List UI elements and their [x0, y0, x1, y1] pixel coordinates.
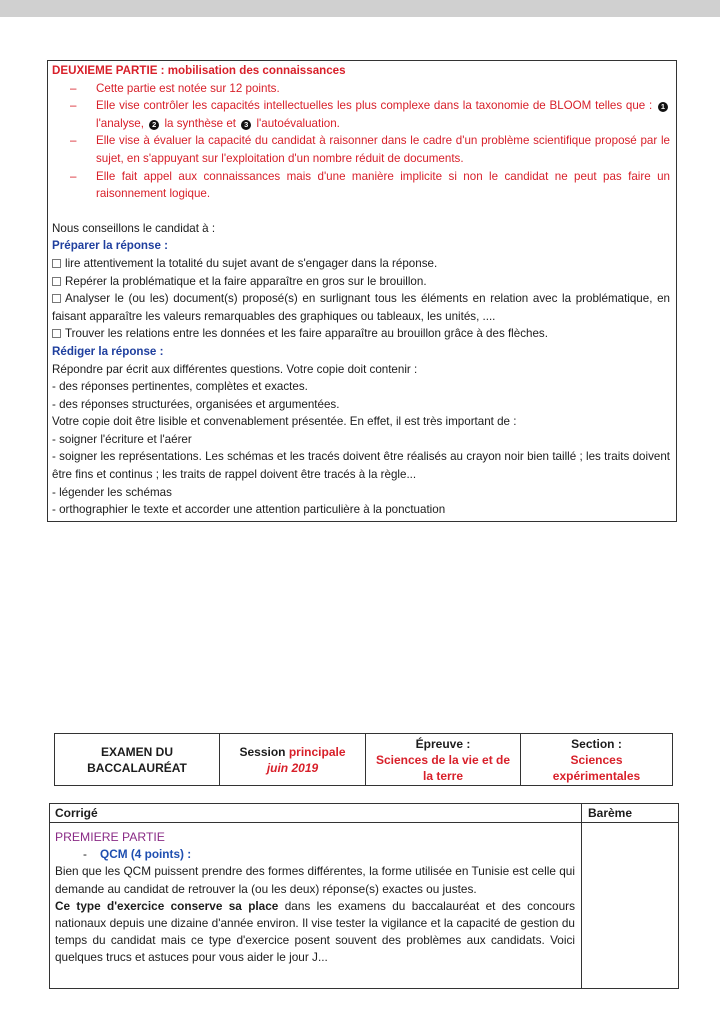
- qcm-paragraph-2-text: dans les examens du baccalauréat et des concours nationaux depuis une dizaine d'année environ. Il vise tester la vigilance et la capacité de gestion du temps du candidat mais ce type d'exercice posent souvent des problèmes aux candidats. Voici quelques trucs et astuces pour vous aider le jour J...: [55, 898, 575, 965]
- prepare-item: Repérer la problématique et la faire apparaître en gros sur le brouillon.: [52, 273, 670, 291]
- corrige-table: [49, 803, 679, 989]
- write-line: - soigner l'écriture et l'aérer: [52, 432, 192, 446]
- exam-label: EXAMEN DU BACCALAURÉAT: [87, 744, 187, 775]
- session-prefix: Session: [239, 744, 286, 759]
- column-divider: [581, 804, 582, 988]
- write-line: - légender les schémas: [52, 485, 172, 499]
- exam-cell: [55, 734, 220, 785]
- bullet-points-note: – Cette partie est notée sur 12 points.: [70, 80, 670, 98]
- session-type: principale: [288, 744, 346, 759]
- write-line: - des réponses structurées, organisées et argumentées.: [52, 397, 340, 411]
- write-heading: Rédiger la réponse :: [52, 344, 164, 358]
- section-label: Section :: [571, 736, 622, 751]
- session-date: juin 2019: [266, 760, 319, 775]
- number-1-icon: 1: [658, 102, 668, 112]
- qcm-paragraph-2: [55, 898, 575, 967]
- bareme-column-header: Barème: [588, 806, 633, 820]
- section2-title: DEUXIEME PARTIE : mobilisation des connaissances: [52, 64, 346, 77]
- write-line: Répondre par écrit aux différentes questions. Votre copie doit contenir :: [52, 362, 418, 376]
- prepare-item: Trouver les relations entre les données et les faire apparaître au brouillon grâce à des flèches.: [52, 325, 670, 343]
- session-cell: [220, 734, 366, 785]
- epreuve-value: Sciences de la vie et de la terre: [375, 752, 511, 783]
- corrige-header-row: [50, 804, 678, 823]
- checkbox-icon: [52, 294, 61, 303]
- part-title: PREMIERE PARTIE: [55, 830, 165, 844]
- qcm-paragraph-1: Bien que les QCM puissent prendre des formes différentes, la forme utilisée en Tunisie est celle qui demande au candidat de retrouver la (ou les deux) réponse(s) exactes ou justes.: [55, 864, 575, 896]
- section2-box: [47, 60, 677, 522]
- advice-intro: Nous conseillons le candidat à :: [52, 221, 216, 235]
- bullet-raisonner: – Elle vise à évaluer la capacité du candidat à raisonner dans le cadre d'un problème scientifique proposé par le sujet, en s'appuyant sur l'exploitation d'un nombre réduit de documents.: [70, 132, 670, 167]
- checkbox-icon: [52, 277, 61, 286]
- prepare-item: lire attentivement la totalité du sujet avant de s'engager dans la réponse.: [52, 255, 670, 273]
- corrige-column-header: Corrigé: [55, 806, 98, 820]
- checkbox-icon: [52, 329, 61, 338]
- section-value: Sciences expérimentales: [552, 752, 641, 783]
- write-line: Votre copie doit être lisible et convenablement présentée. En effet, il est très important de :: [52, 415, 517, 429]
- write-line: - soigner les représentations. Les schémas et les tracés doivent être réalisés au crayon noir bien taillé ; les traits doivent être fins et continus ; les traits de rappel doivent être tracés à la règle...: [52, 450, 670, 482]
- checkbox-icon: [52, 259, 61, 268]
- epreuve-cell: [366, 734, 521, 785]
- exam-header-table: [54, 733, 673, 786]
- write-line: - orthographier le texte et accorder une attention particulière à la ponctuation: [52, 503, 446, 517]
- prepare-item: Analyser le (ou les) document(s) proposé(s) en surlignant tous les éléments en relation avec la problématique, en faisant apparaître les valeurs remarquables des graphiques ou tableaux, les unités, ....: [52, 292, 670, 323]
- section2-bullets: [52, 80, 670, 203]
- corrige-content: [55, 829, 575, 967]
- section-cell: [521, 734, 672, 785]
- prepare-heading: Préparer la réponse :: [52, 239, 168, 253]
- bullet-connaissances: – Elle fait appel aux connaissances mais d'une manière implicite si non le candidat ne peut pas faire un raisonnement logique.: [70, 168, 670, 203]
- qcm-heading: QCM (4 points) :: [100, 847, 192, 862]
- number-2-icon: 2: [149, 120, 159, 130]
- top-gray-bar: [0, 0, 720, 17]
- qcm-paragraph-2-bold: Ce type d'exercice conserve sa place: [55, 898, 279, 913]
- number-3-icon: 3: [241, 120, 251, 130]
- qcm-heading-line: - QCM (4 points) :: [83, 847, 192, 862]
- write-line: - des réponses pertinentes, complètes et exactes.: [52, 380, 308, 394]
- bullet-bloom: – Elle vise contrôler les capacités intellectuelles les plus complexe dans la taxonomie de BLOOM telles que : 1l'analyse, 2 la synthèse et 3 l'autoévaluation.: [70, 97, 670, 132]
- epreuve-label: Épreuve :: [415, 736, 471, 751]
